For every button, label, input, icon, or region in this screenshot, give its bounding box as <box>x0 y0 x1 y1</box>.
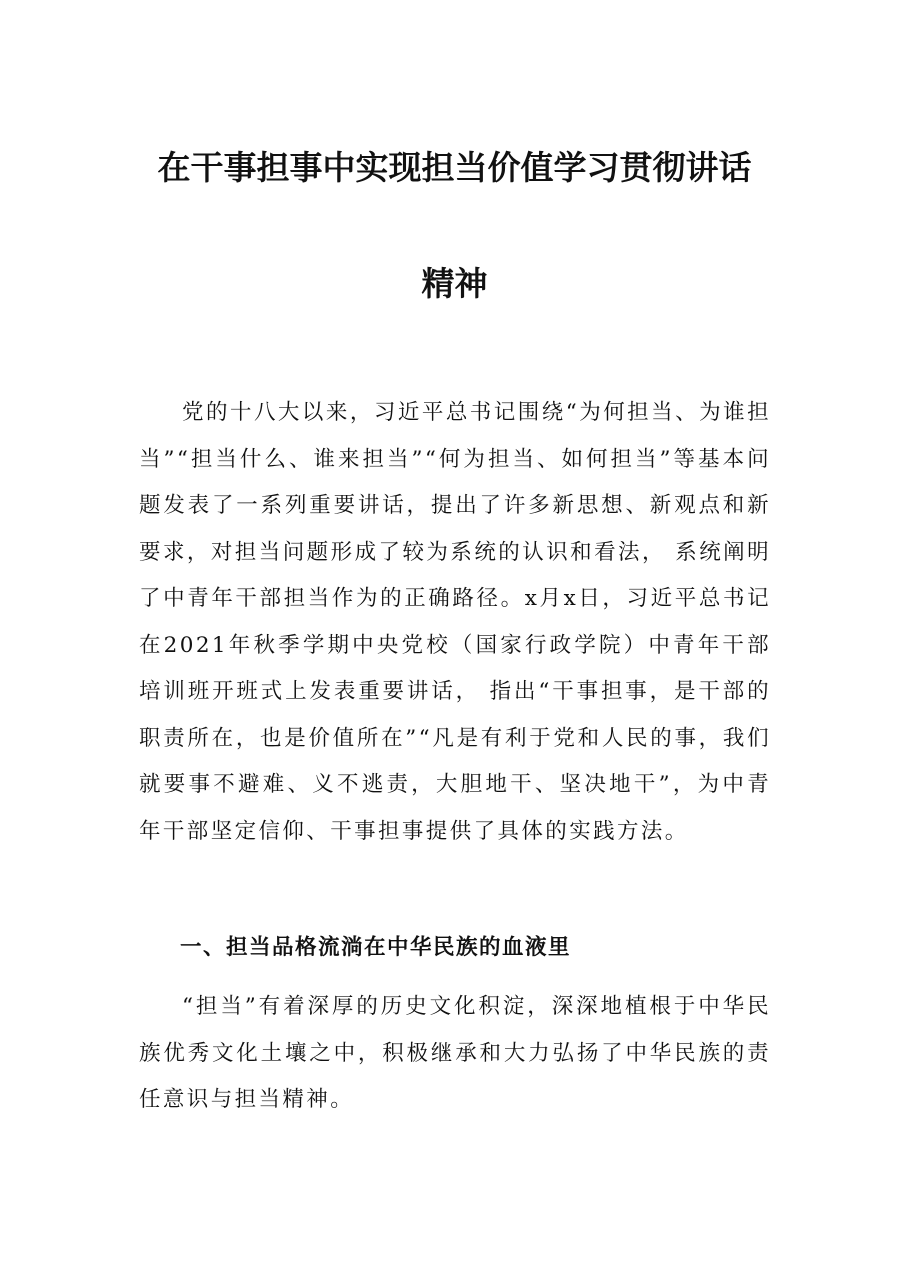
section-heading: 一、担当品格流淌在中华民族的血液里 <box>180 935 572 960</box>
document-title-line-1: 在干事担事中实现担当价值学习贯彻讲话 <box>157 148 752 187</box>
body-paragraph-1: 党的十八大以来，习近平总书记围绕“为何担当、为谁担当”“担当什么、谁来担当”“何为担当、如何担当”等基本问题发表了一系列重要讲话，提出了许多新思想、新观点和新要求，对担当问题形成了较为系统的认识和看法， 系统阐明了中青年干部担当作为的正确路径。x月x日，习近平总书记在2021年秋季学期中央党校（国家行政学院）中青年干部培训班开班式上发表重要讲话， 指出“干事担事，是干部的职责所在，也是价值所在”“凡是有利于党和人民的事，我们就要事不避难、义不逃责，大胆地干、坚决地干”，为中青年干部坚定信仰、干事担事提供了具体的实践方法。 <box>139 400 771 844</box>
body-paragraph-2: “担当”有着深厚的历史文化积淀，深深地植根于中华民族优秀文化土壤之中，积极继承和大力弘扬了中华民族的责任意识与担当精神。 <box>139 994 771 1112</box>
document-title-line-2: 精神 <box>421 264 488 303</box>
